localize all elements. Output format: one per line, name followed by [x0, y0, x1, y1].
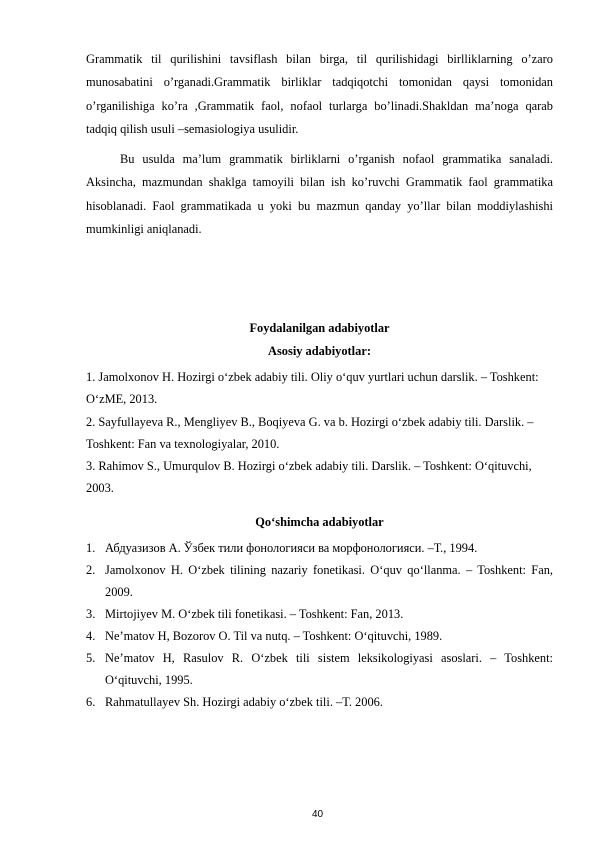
reference-text: Rahmatullayev Sh. Hozirgi adabiy o‘zbek tili. –T. 2006. [105, 695, 383, 709]
extra-reference-item [86, 691, 553, 713]
reference-text: Абдуазизов А. Ўзбек тили фонологияси ва морфонологияси. –Т., 1994. [105, 541, 478, 555]
list-number: 2. [86, 563, 96, 577]
body-paragraph-1: Grammatik til qurilishini tavsiflash bilan birga, til qurilishidagi birlliklarning o’zaro munosabatini o’rganadi.Grammatik birliklar tadqiqotchi tomonidan qaysi tomonidan o’rganilishiga ko’ra ,Grammatik faol, nofaol turlarga bo’linadi.Shakldan ma’noga qarab tadqiq qilish usuli –semasiologiya usulidir. [86, 52, 553, 136]
reference-text: Mirtojiyev M. O‘zbek tili fonetikasi. – Toshkent: Fan, 2013. [105, 607, 404, 621]
references-heading: Foydalanilgan adabiyotlar [249, 321, 390, 335]
main-references-heading: Asosiy adabiyotlar: [268, 344, 371, 358]
list-number: 6. [86, 695, 96, 709]
extra-reference-item [86, 647, 553, 691]
list-number: 3. [86, 607, 96, 621]
list-number: 5. [86, 651, 96, 665]
page-number: 40 [311, 809, 324, 820]
main-reference-item: 1. Jamolxonov H. Hozirgi o‘zbek adabiy tili. Oliy o‘quv yurtlari uchun darslik. – Toshkent: O‘zME, 2013. [86, 370, 539, 406]
body-paragraph-2: Bu usulda ma’lum grammatik birliklarni o’rganish nofaol grammatika sanaladi. Aksincha, mazmundan shaklga tamoyili bilan ish ko’ruvchi Grammatik faol grammatika hisoblanadi. Faol grammatikada u yoki bu mazmun qanday yo’llar bilan moddiylashishi mumkinligi aniqlanadi. [86, 152, 553, 236]
list-number: 4. [86, 629, 96, 643]
reference-text: Jamolxonov H. O‘zbek tilining nazariy fonetikasi. O‘quv qo‘llanma. – Toshkent: Fan, 2009. [105, 563, 553, 599]
extra-references-list [86, 537, 553, 713]
reference-text: Ne’matov H, Rasulov R. O‘zbek tili sistem leksikologiyasi asoslari. – Toshkent: O‘qituvchi, 1995. [105, 651, 553, 687]
main-reference-item: 2. Sayfullayeva R., Mengliyev B., Boqiyeva G. va b. Hozirgi o‘zbek adabiy tili. Darslik. – Toshkent: Fan va texnologiyalar, 2010. [86, 415, 534, 451]
extra-references-heading: Qo‘shimcha adabiyotlar [255, 515, 384, 529]
extra-reference-item [86, 603, 553, 625]
list-number: 1. [86, 541, 96, 555]
extra-reference-item [86, 559, 553, 603]
reference-text: Ne’matov H, Bozorov O. Til va nutq. – Toshkent: O‘qituvchi, 1989. [105, 629, 443, 643]
extra-reference-item [86, 625, 553, 647]
extra-reference-item [86, 537, 553, 559]
main-reference-item: 3. Rahimov S., Umurqulov B. Hozirgi o‘zbek adabiy tili. Darslik. – Toshkent: O‘qituvchi, 2003. [86, 459, 532, 495]
